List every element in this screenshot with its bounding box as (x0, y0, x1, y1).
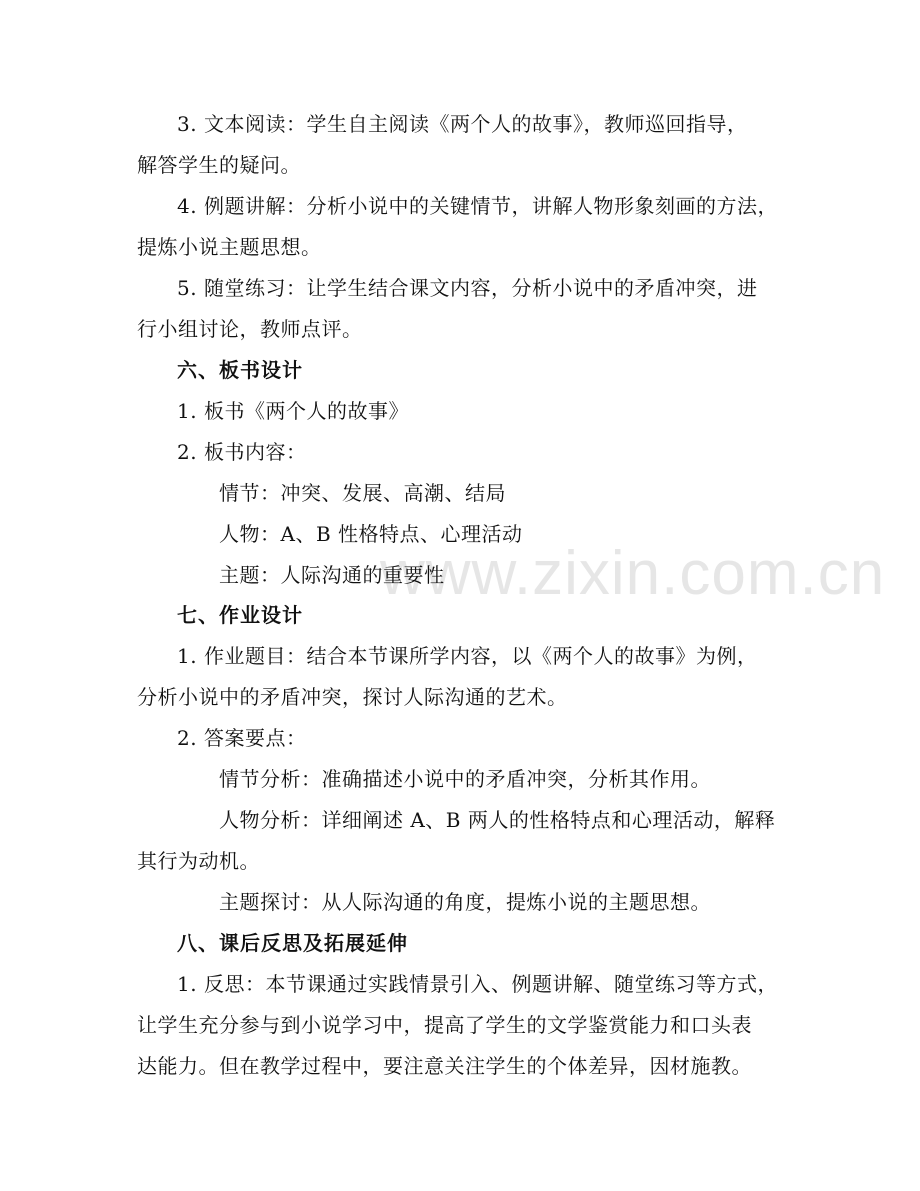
text-line-character-analysis-cont: 其行为动机。 (137, 849, 260, 873)
text-line-blackboard-1: 1. 板书《两个人的故事》 (177, 399, 409, 423)
text-line-theme: 主题：人际沟通的重要性 (219, 563, 445, 587)
section-heading-homework: 七、作业设计 (177, 603, 303, 627)
text-line-plot-analysis: 情节分析：准确描述小说中的矛盾冲突，分析其作用。 (219, 767, 711, 791)
text-line-step5-cont: 行小组讨论，教师点评。 (137, 317, 363, 341)
text-line-step4: 4. 例题讲解：分析小说中的关键情节，讲解人物形象刻画的方法， (177, 194, 778, 218)
watermark: www.zixin.com.cn (380, 539, 886, 608)
text-line-step3-cont: 解答学生的疑问。 (137, 153, 301, 177)
text-line-reflection-1-cont: 让学生充分参与到小说学习中，提高了学生的文学鉴赏能力和口头表 (137, 1013, 752, 1037)
section-heading-reflection: 八、课后反思及拓展延伸 (177, 931, 408, 955)
text-line-character: 人物：A、B 性格特点、心理活动 (219, 522, 523, 546)
text-line-blackboard-2: 2. 板书内容： (177, 440, 307, 464)
text-line-theme-discussion: 主题探讨：从人际沟通的角度，提炼小说的主题思想。 (219, 890, 711, 914)
text-line-reflection-1: 1. 反思：本节课通过实践情景引入、例题讲解、随堂练习等方式， (177, 972, 778, 996)
text-line-homework-2: 2. 答案要点： (177, 726, 307, 750)
text-line-step5: 5. 随堂练习：让学生结合课文内容，分析小说中的矛盾冲突，进 (177, 276, 758, 300)
text-line-step4-cont: 提炼小说主题思想。 (137, 235, 322, 259)
text-line-plot: 情节：冲突、发展、高潮、结局 (219, 481, 506, 505)
text-line-reflection-1-cont2: 达能力。但在教学过程中，要注意关注学生的个体差异，因材施教。 (137, 1054, 752, 1078)
text-line-character-analysis: 人物分析：详细阐述 A、B 两人的性格特点和心理活动，解释 (219, 808, 776, 832)
section-heading-blackboard: 六、板书设计 (177, 358, 303, 382)
text-line-step3: 3. 文本阅读：学生自主阅读《两个人的故事》，教师巡回指导， (177, 112, 748, 136)
text-line-homework-1-cont: 分析小说中的矛盾冲突，探讨人际沟通的艺术。 (137, 685, 568, 709)
text-line-homework-1: 1. 作业题目：结合本节课所学内容，以《两个人的故事》为例， (177, 644, 758, 668)
